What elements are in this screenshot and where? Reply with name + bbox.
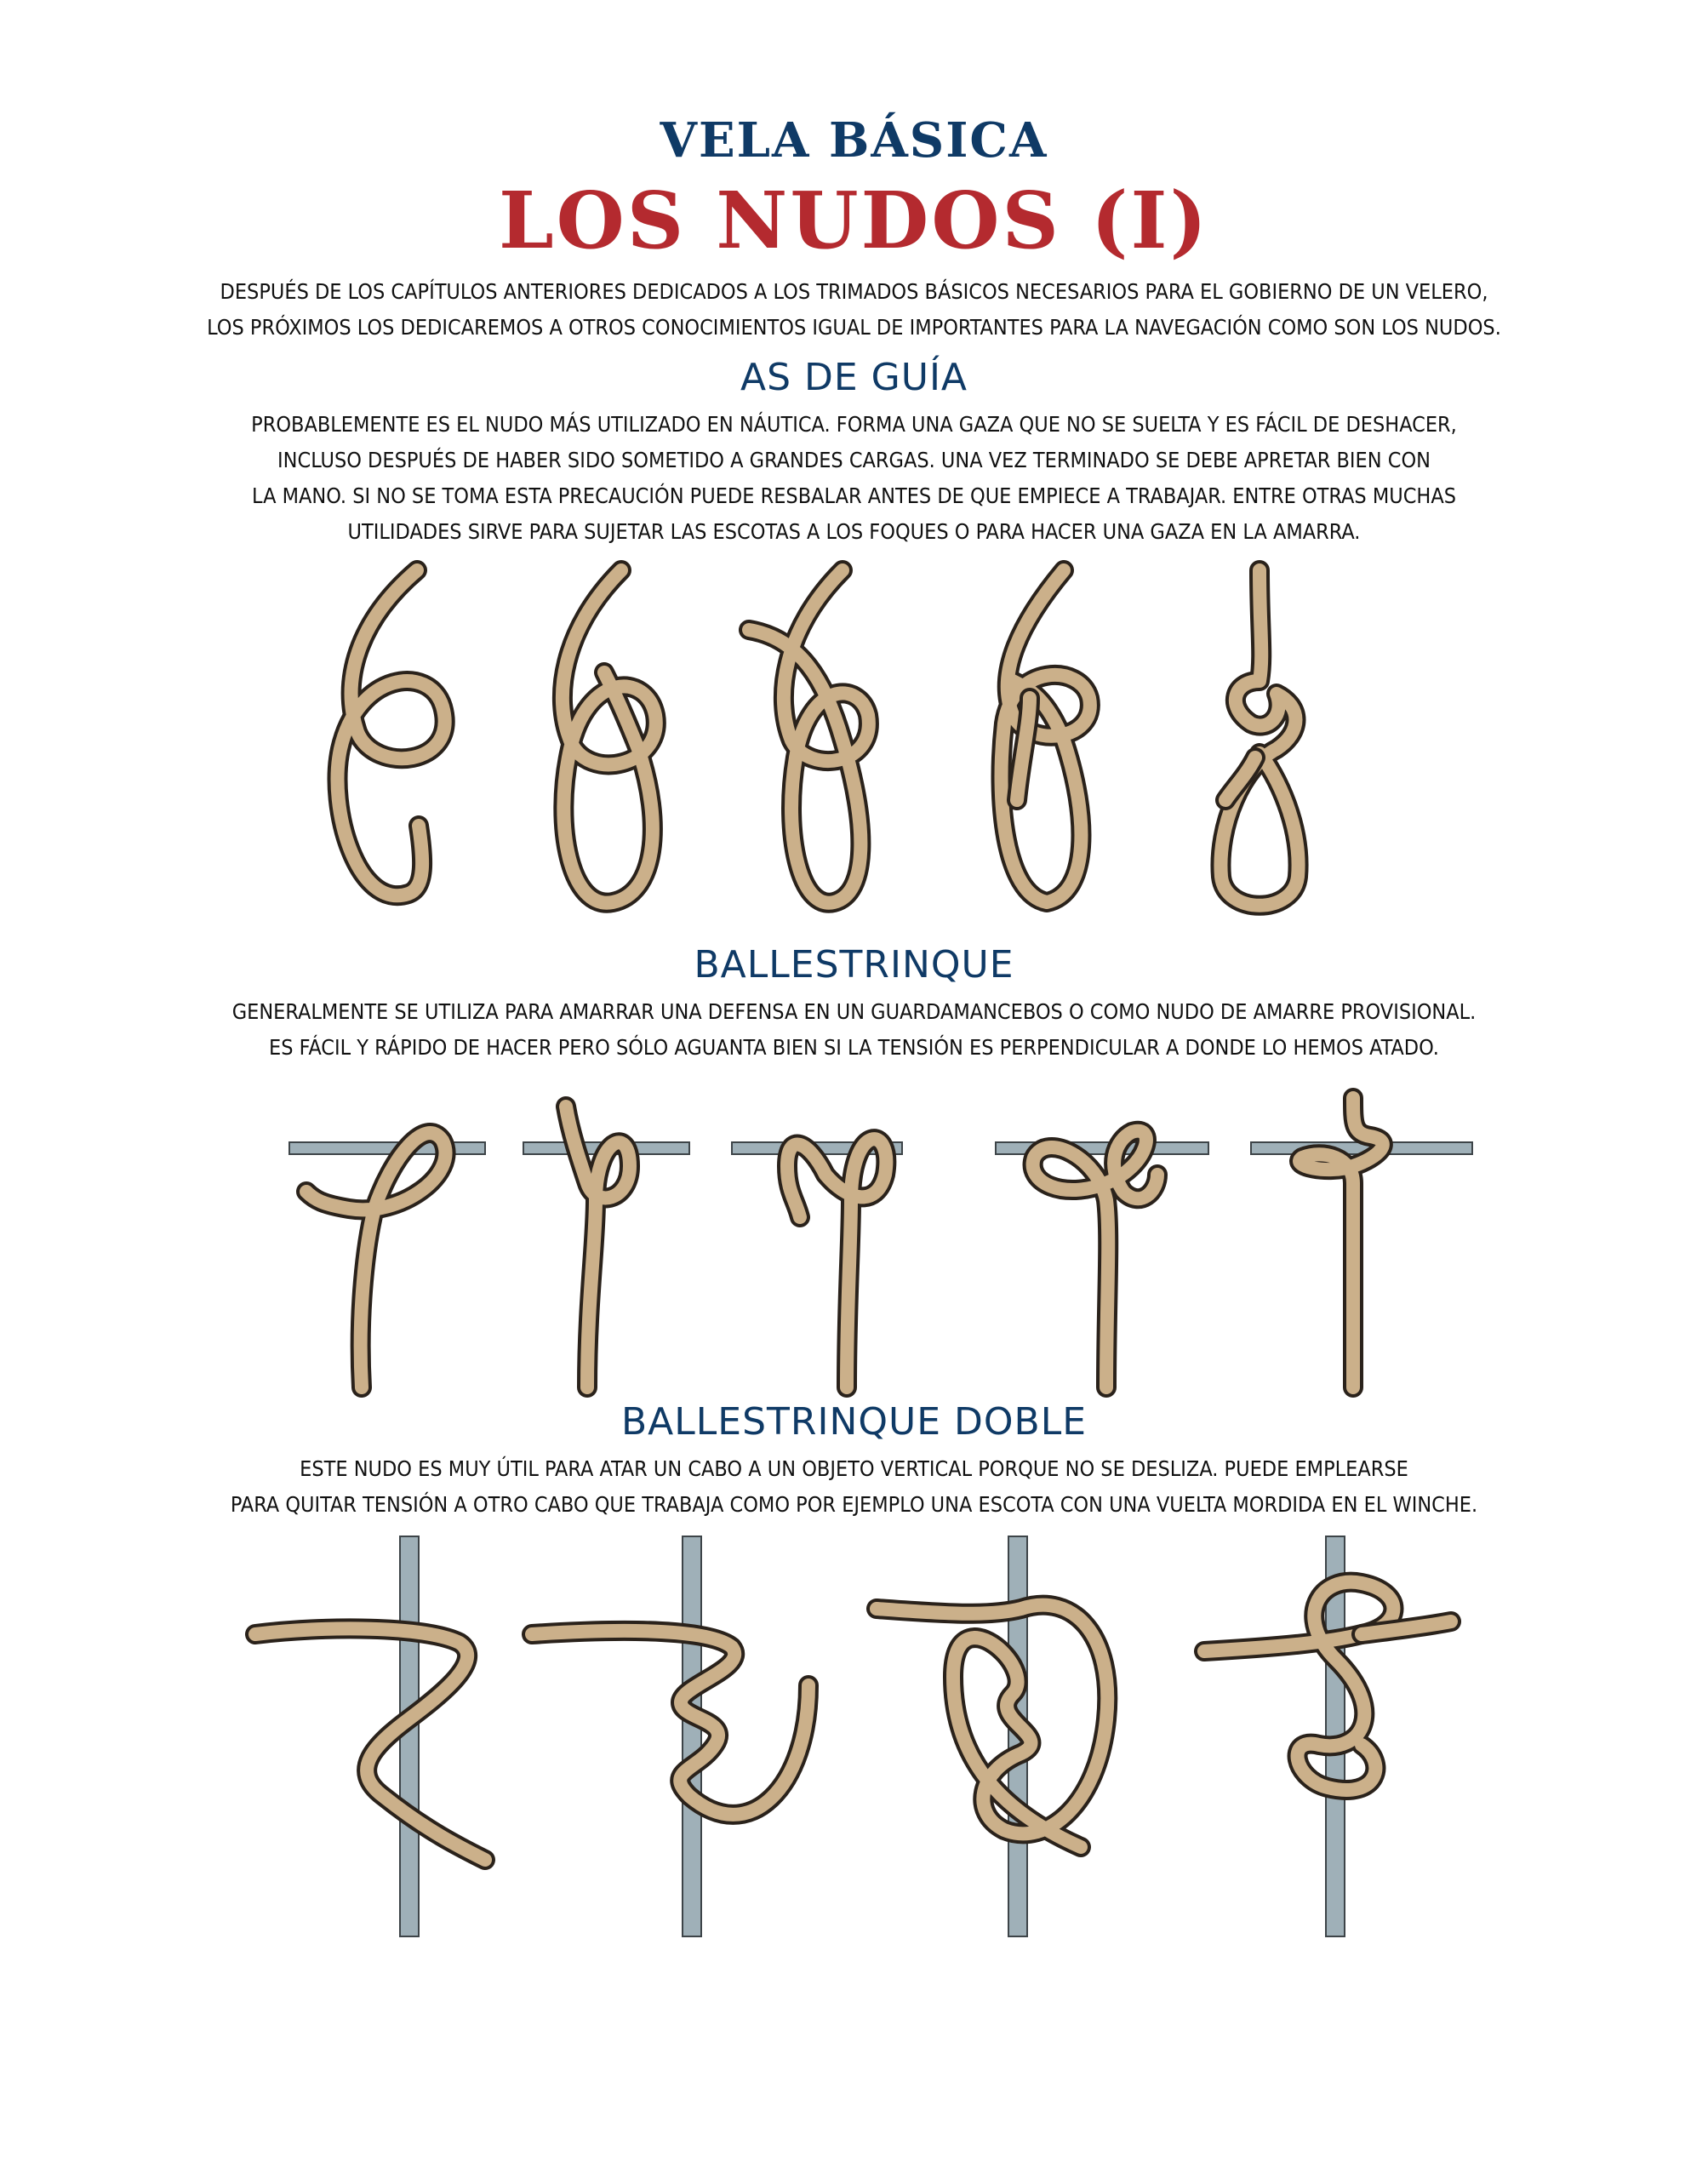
ballestrinque-doble-illustration <box>0 1532 1708 1941</box>
as-de-guia-step-5 <box>1220 570 1298 906</box>
intro-line: LOS PRÓXIMOS LOS DEDICAREMOS A OTROS CONOCIMIENTOS IGUAL DE IMPORTANTES PARA LA NAVEGACIÓN COMO SON LOS NUDOS. <box>207 315 1501 340</box>
section-text-ballestrinque <box>0 994 1708 1066</box>
ballestrinque-step-3 <box>787 1139 886 1387</box>
ballestrinque-step-1 <box>306 1133 445 1387</box>
intro-paragraph <box>0 274 1708 346</box>
ballestrinque-illustration <box>0 1090 1708 1413</box>
ballestrinque-doble-step-2 <box>532 1631 808 1815</box>
section-line: GENERALMENTE SE UTILIZA PARA AMARRAR UNA DEFENSA EN UN GUARDAMANCEBOS O COMO NUDO DE AMARRE PROVISIONAL. <box>231 999 1477 1024</box>
section-text-ballestrinque-doble <box>0 1451 1708 1523</box>
section-line: UTILIDADES SIRVE PARA SUJETAR LAS ESCOTAS A LOS FOQUES O PARA HACER UNA GAZA EN LA AMARRA. <box>347 519 1361 544</box>
ballestrinque-step-4 <box>1033 1131 1157 1387</box>
page-kicker: VELA BÁSICA <box>660 112 1048 169</box>
ballestrinque-step-2 <box>566 1107 630 1387</box>
as-de-guia-step-2 <box>563 570 656 903</box>
as-de-guia-step-3 <box>749 570 869 903</box>
section-line: ES FÁCIL Y RÁPIDO DE HACER PERO SÓLO AGUANTA BIEN SI LA TENSIÓN ES PERPENDICULAR A DONDE LO HEMOS ATADO. <box>269 1035 1439 1060</box>
section-heading-as-de-guia: AS DE GUÍA <box>740 356 968 399</box>
section-text-as-de-guia <box>0 407 1708 550</box>
as-de-guia-illustration <box>0 553 1708 928</box>
section-line: ESTE NUDO ES MUY ÚTIL PARA ATAR UN CABO A UN OBJETO VERTICAL PORQUE NO SE DESLIZA. PUEDE EMPLEARSE <box>300 1456 1408 1481</box>
ballestrinque-doble-step-1 <box>255 1628 485 1860</box>
as-de-guia-step-4 <box>1002 570 1090 902</box>
section-heading-ballestrinque-doble: BALLESTRINQUE DOBLE <box>620 1400 1088 1444</box>
pole-2 <box>683 1536 701 1936</box>
section-line: PROBABLEMENTE ES EL NUDO MÁS UTILIZADO EN NÁUTICA. FORMA UNA GAZA QUE NO SE SUELTA Y ES FÁCIL DE DESHACER, <box>251 412 1457 437</box>
page-title: LOS NUDOS (I) <box>498 174 1210 266</box>
ballestrinque-doble-step-3 <box>877 1605 1107 1847</box>
as-de-guia-step-1 <box>338 570 445 895</box>
section-line: PARA QUITAR TENSIÓN A OTRO CABO QUE TRABAJA COMO POR EJEMPLO UNA ESCOTA CON UNA VUELTA MORDIDA EN EL WINCHE. <box>230 1492 1478 1517</box>
section-line: INCLUSO DESPUÉS DE HABER SIDO SOMETIDO A GRANDES CARGAS. UNA VEZ TERMINADO SE DEBE APRETAR BIEN CON <box>277 448 1431 472</box>
section-line: LA MANO. SI NO SE TOMA ESTA PRECAUCIÓN PUEDE RESBALAR ANTES DE QUE EMPIECE A TRABAJAR. ENTRE OTRAS MUCHAS <box>252 483 1456 508</box>
section-heading-ballestrinque: BALLESTRINQUE <box>694 943 1014 987</box>
intro-line: DESPUÉS DE LOS CAPÍTULOS ANTERIORES DEDICADOS A LOS TRIMADOS BÁSICOS NECESARIOS PARA EL GOBIERNO DE UN VELERO, <box>220 279 1488 304</box>
rail-1 <box>289 1142 485 1154</box>
